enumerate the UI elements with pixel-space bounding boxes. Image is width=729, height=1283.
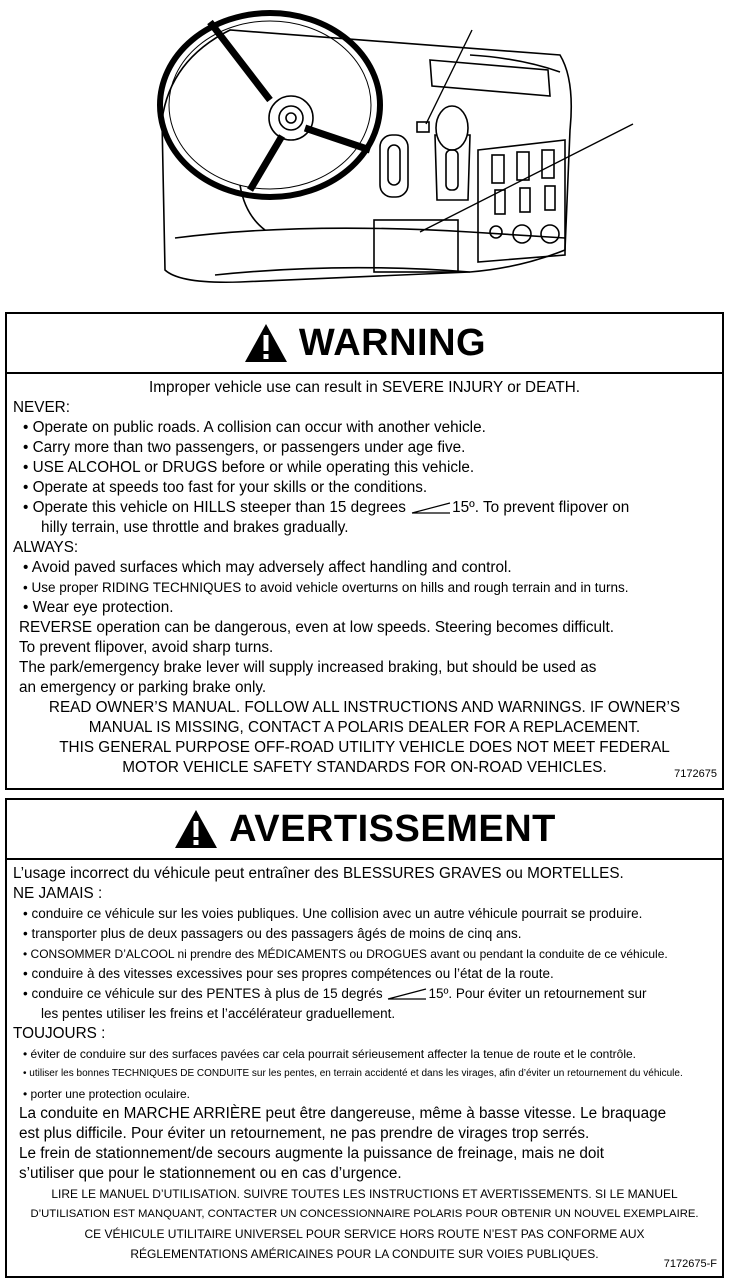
list-item: • utiliser les bonnes TECHNIQUES DE CONDUITE sur les pentes, en terrain accidenté et dans les virages, afin d’éviter un retournement du véhicule. [23,1068,683,1079]
dashboard-illustration [0,0,729,300]
manual-text: MANUAL IS MISSING, CONTACT A POLARIS DEALER FOR A REPLACEMENT. [88,719,641,736]
federal-text: MOTOR VEHICLE SAFETY STANDARDS FOR ON-ROAD VEHICLES. [122,759,607,776]
list-item: • transporter plus de deux passagers ou des passagers âgés de moins de cinq ans. [23,926,522,941]
reverse-text: REVERSE operation can be dangerous, even at low speeds. Steering becomes difficult. [19,619,614,636]
always-label: ALWAYS: [13,539,79,556]
reverse-text: est plus difficile. Pour éviter un retournement, ne pas prendre de virages trop serrés. [19,1125,590,1142]
brake-text: The park/emergency brake lever will supply increased braking, but should be used as [19,659,597,676]
reverse-text: To prevent flipover, avoid sharp turns. [19,639,274,656]
reverse-text: La conduite en MARCHE ARRIÈRE peut être dangereuse, même à basse vitesse. Le braquage [19,1105,667,1122]
list-item: • conduire ce véhicule sur les voies publiques. Une collision avec un autre véhicule pourrait se produire. [23,906,643,921]
never-label: NE JAMAIS : [13,885,103,902]
slope-angle-icon [386,988,428,1000]
warning-heading: AVERTISSEMENT [229,807,556,850]
list-item: • conduire à des vitesses excessives pour ses propres compétences ou l’état de la route. [23,966,554,981]
warning-triangle-icon [173,808,219,850]
warning-heading: WARNING [298,321,487,364]
intro-text: Improper vehicle use can result in SEVERE INJURY or DEATH. [148,379,581,396]
list-item: • Avoid paved surfaces which may adversely affect handling and control. [23,559,512,576]
slope-angle-icon [410,502,452,514]
list-item: • Operate at speeds too fast for your skills or the conditions. [23,479,428,496]
list-item: • Operate this vehicle on HILLS steeper than 15 degrees 15º. To prevent flipover on [23,499,630,516]
manual-text: LIRE LE MANUEL D’UTILISATION. SUIVRE TOUTES LES INSTRUCTIONS ET AVERTISSEMENTS. SI LE MANUEL [51,1187,678,1201]
warning-triangle-icon [243,322,289,364]
warning-label-english [5,312,724,790]
federal-text: RÉGLEMENTATIONS AMÉRICAINES POUR LA CONDUITE SUR VOIES PUBLIQUES. [130,1247,599,1261]
always-label: TOUJOURS : [13,1025,106,1042]
list-item: • Use proper RIDING TECHNIQUES to avoid vehicle overturns on hills and rough terrain and in turns. [23,580,629,595]
part-number: 7172675 [674,768,717,780]
manual-text: D’UTILISATION EST MANQUANT, CONTACTER UN CONCESSIONNAIRE POLARIS POUR OBTENIR UN NOUVEL EXEMPLAIRE. [30,1208,699,1220]
federal-text: CE VÉHICULE UTILITAIRE UNIVERSEL POUR SERVICE HORS ROUTE N’EST PAS CONFORME AUX [84,1227,645,1241]
manual-text: READ OWNER’S MANUAL. FOLLOW ALL INSTRUCTIONS AND WARNINGS. IF OWNER’S [48,699,681,716]
part-number: 7172675-F [663,1258,717,1270]
brake-text: s’utiliser que pour le stationnement ou en cas d’urgence. [19,1165,402,1182]
list-item-continued: les pentes utiliser les freins et l’accélérateur graduellement. [41,1006,396,1021]
never-label: NEVER: [13,399,70,416]
list-item: • Operate on public roads. A collision can occur with another vehicle. [23,419,486,436]
intro-text: L’usage incorrect du véhicule peut entraîner des BLESSURES GRAVES ou MORTELLES. [13,865,624,882]
list-item: • éviter de conduire sur des surfaces pavées car cela pourrait sérieusement affecter la tenue de route et le contrôle. [23,1047,636,1061]
warning-header [7,800,722,860]
federal-text: THIS GENERAL PURPOSE OFF-ROAD UTILITY VEHICLE DOES NOT MEET FEDERAL [59,739,670,756]
brake-text: an emergency or parking brake only. [19,679,267,696]
list-item: • conduire ce véhicule sur des PENTES à plus de 15 degrés 15º. Pour éviter un retournement sur [23,986,647,1001]
list-item: • porter une protection oculaire. [23,1087,190,1101]
warning-label-french [5,798,724,1278]
list-item: • Wear eye protection. [23,599,174,616]
list-item-continued: hilly terrain, use throttle and brakes gradually. [41,519,349,536]
list-item: • Carry more than two passengers, or passengers under age five. [23,439,466,456]
list-item: • CONSOMMER D’ALCOOL ni prendre des MÉDICAMENTS ou DROGUES avant ou pendant la conduite de ce véhicule. [23,947,668,961]
list-item: • USE ALCOHOL or DRUGS before or while operating this vehicle. [23,459,475,476]
warning-header [7,314,722,374]
warning-body [7,374,722,778]
brake-text: Le frein de stationnement/de secours augmente la puissance de freinage, mais ne doit [19,1145,605,1162]
warning-body [7,860,722,1264]
